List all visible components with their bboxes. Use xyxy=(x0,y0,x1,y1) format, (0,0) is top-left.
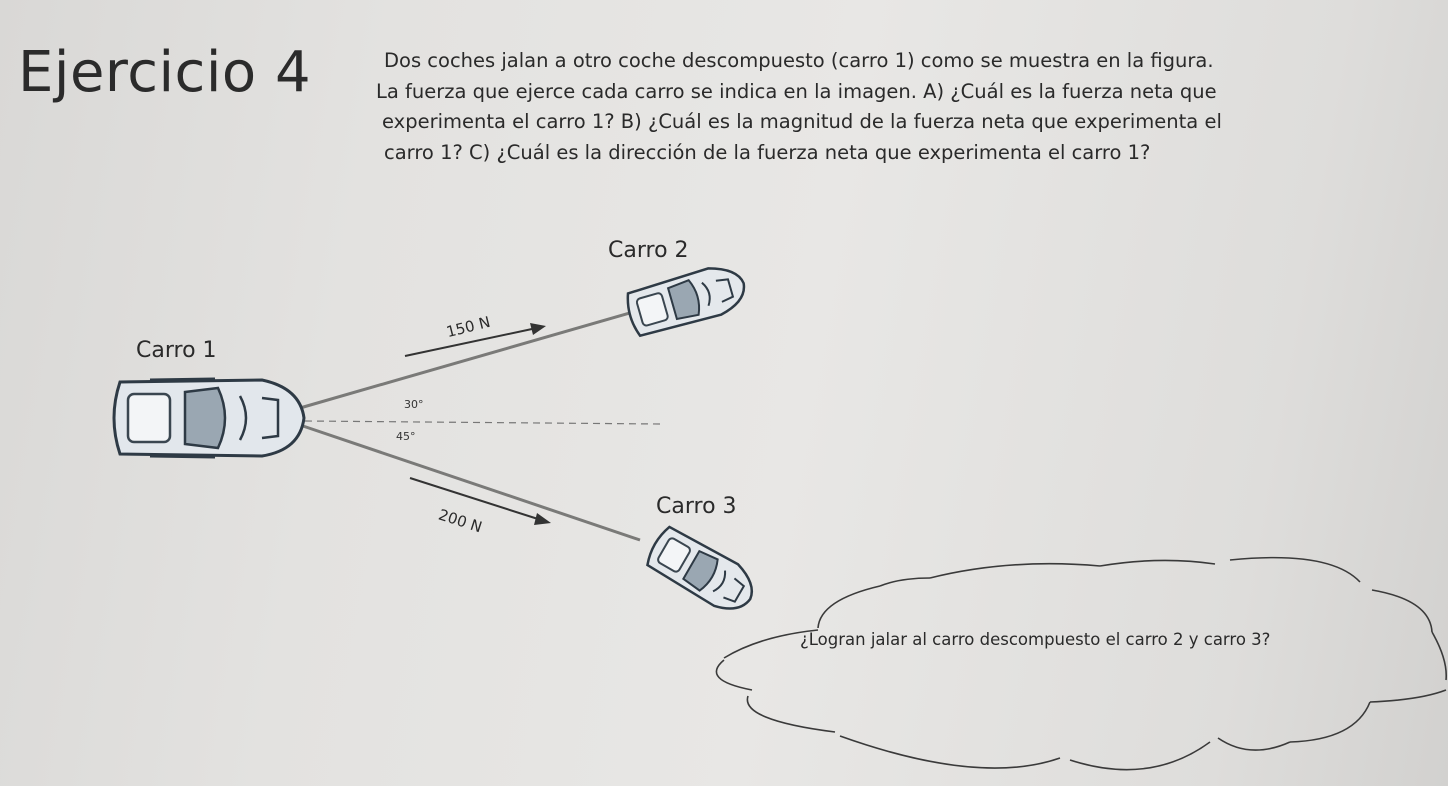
force-label-150: 150 N xyxy=(444,312,493,342)
carro-2-label: Carro 2 xyxy=(608,238,689,263)
thought-cloud xyxy=(716,558,1446,770)
force-label-200: 200 N xyxy=(436,505,485,537)
carro-2-car xyxy=(624,260,751,339)
cloud-question: ¿Logran jalar al carro descompuesto el carro 2 y carro 3? xyxy=(800,630,1271,649)
angle-label-30: 30° xyxy=(404,398,424,411)
carro-3-car xyxy=(643,523,762,620)
angle-label-45: 45° xyxy=(396,430,416,443)
problem-line-1: Dos coches jalan a otro coche descompuesto (carro 1) como se muestra en la figura. xyxy=(384,49,1214,72)
problem-line-2: La fuerza que ejerce cada carro se indica en la imagen. A) ¿Cuál es la fuerza neta que xyxy=(376,79,1217,103)
problem-line-3: experimenta el carro 1? B) ¿Cuál es la magnitud de la fuerza neta que experimenta el xyxy=(382,110,1222,133)
carro-1-car xyxy=(114,379,304,457)
exercise-title: Ejercicio 4 xyxy=(18,40,312,105)
carro-1-label: Carro 1 xyxy=(136,338,217,363)
carro-3-label: Carro 3 xyxy=(656,494,737,519)
reference-axis xyxy=(305,421,660,424)
problem-line-4: carro 1? C) ¿Cuál es la dirección de la fuerza neta que experimenta el carro 1? xyxy=(384,140,1151,164)
